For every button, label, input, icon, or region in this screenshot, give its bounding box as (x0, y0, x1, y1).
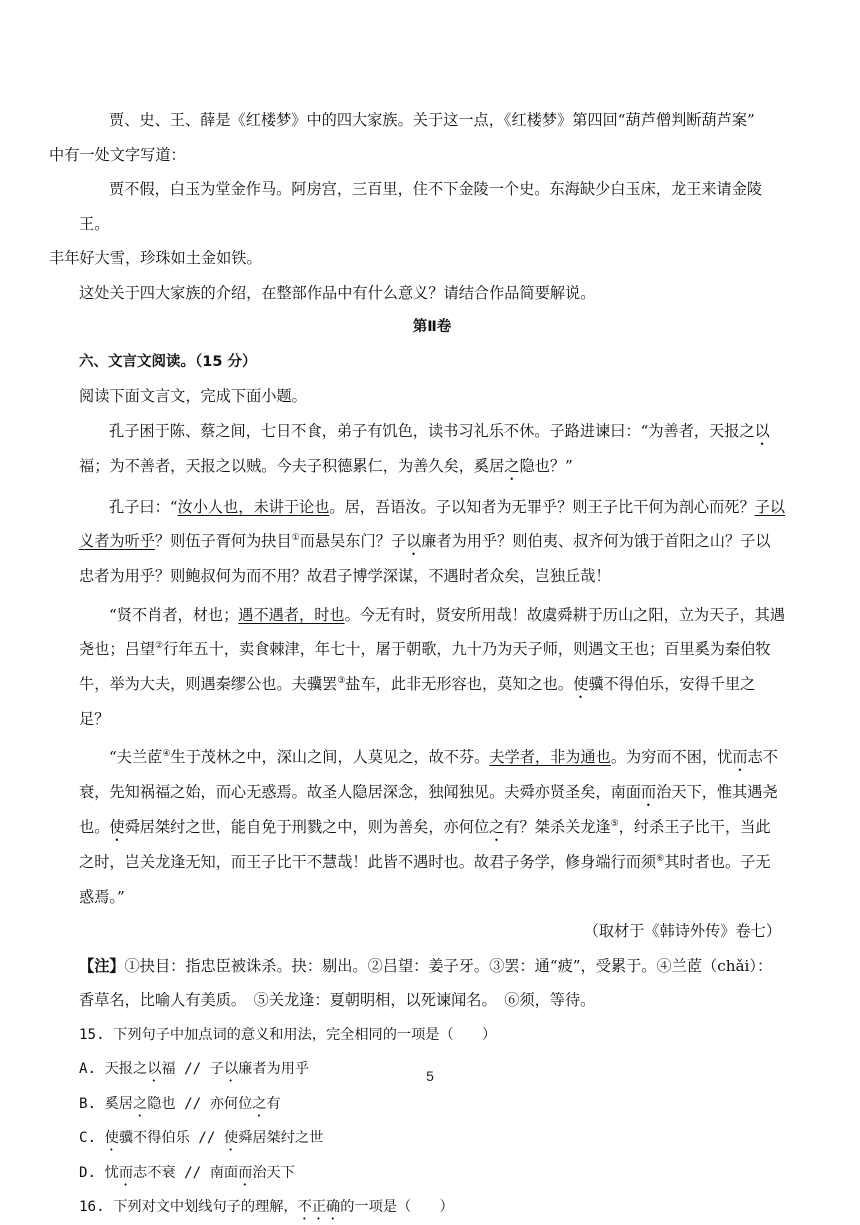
dotted-word: 以 (754, 421, 770, 440)
dotted-word: 之 (252, 1095, 267, 1112)
classical-paragraph-1: 孔子困于陈、蔡之间，七日不食，弟子有饥色，读书习礼乐不休。子路进谏曰：“为善者，天报之以福；为不善者，天报之以贼。今夫子积德累仁，为善久矣，奚居之隐也？” (79, 421, 770, 475)
page-content (49, 103, 786, 1225)
dotted-word: 而 (732, 748, 748, 766)
classical-paragraph-4: “夫兰茝④生于茂林之中，深山之间，人莫见之，故不芬。夫学者，非为通也。为穷而不困，忧而志不衰，先知祸福之始，而心无惑焉。故圣人隐居深念，独闻独见。夫舜亦贤圣矣，南面而治天下，惟其遇尧也。使舜居桀纣之世，能自免于刑戮之中，则为善矣，亦何位之有？桀杀关龙逢⑤，纣杀王子比干，当此之时，岂关龙逢无知，而王子比干不慧哉！此皆不遇时也。故君子务学，修身端行而须⑥其时者也。子无惑焉。” (79, 748, 778, 906)
quote-line: 贾不假，白玉为堂金作马。阿房宫，三百里，住不下金陵一个史。东海缺少白玉床，龙王来请金陵王。 (79, 180, 763, 233)
dotted-word: 之 (504, 456, 520, 475)
notes: 【注】①抉目：指忠臣被诛杀。抉：剔出。②吕望：姜子牙。③罢：通“疲”，受累于。④兰茝（chǎi）： 香草名，比喻人有美质。 ⑤关龙逢：夏朝明相，以死谏闻名。 ⑥须，等待。 (79, 956, 773, 1009)
footnote-marker: ① (291, 532, 300, 543)
dotted-word: 使 (573, 674, 589, 693)
text-line: 贾、史、王、薛是《红楼梦》中的四大家族。关于这一点，《红楼梦》第四回“葫芦僧判断葫芦案” (109, 111, 755, 129)
dotted-word: 使 (109, 818, 125, 836)
footnote-marker: ⑥ (656, 853, 665, 864)
section-heading: 六、文言文阅读。（15 分） (79, 353, 257, 370)
dotted-word: 而 (118, 1164, 134, 1181)
dotted-word: 之 (489, 818, 505, 836)
footnote-marker: ② (154, 640, 164, 651)
section-title: 第Ⅱ卷 (412, 319, 452, 335)
option-a[interactable]: A. 天报之以福 // 子以廉者为用乎 (79, 1061, 310, 1077)
source-citation: （取材于《韩诗外传》卷七） (583, 922, 781, 940)
dotted-word: 而 (238, 1164, 253, 1181)
quote-passage (49, 172, 785, 276)
dotted-word: 而 (640, 783, 657, 801)
underlined-sentence: 夫学者，非为通也 (489, 748, 611, 766)
text-line: 中有一处文字写道： (49, 145, 186, 164)
page-number: 5 (426, 1068, 434, 1084)
question-text: 这处关于四大家族的介绍，在整部作品中有什么意义？请结合作品简要解说。 (79, 283, 596, 302)
instruction-text: 阅读下面文言文，完成下面小题。 (79, 387, 307, 405)
notes-label: 【注】 (79, 956, 125, 975)
quote-line: 丰年好大雪，珍珠如土金如铁。 (49, 249, 262, 267)
dotted-word: 使 (104, 1130, 119, 1146)
underlined-sentence: 遇不遇者，时也 (238, 605, 345, 624)
dotted-word: 不正确 (297, 1199, 341, 1215)
option-c[interactable]: C. 使骥不得伯乐 // 使舜居桀纣之世 (79, 1130, 324, 1146)
question-16-stem: 16. 下列对文中划线句子的理解，不正确的一项是（ ） (79, 1199, 454, 1215)
option-d[interactable]: D. 忧而志不衰 // 南面而治天下 (79, 1164, 295, 1181)
paragraph-four-families (49, 103, 785, 172)
option-b[interactable]: B. 奚居之隐也 // 亦何位之有 (79, 1095, 281, 1112)
classical-paragraph-3: “贤不肖者，材也；遇不遇者，时也。今无有时，贤安所用哉！故虞舜耕于历山之阳，立为天子，其遇尧也；吕望②行年五十，卖食棘津，年七十，屠于朝歌，九十乃为天子师，则遇文王也；百里奚为秦伯牧牛，举为大夫，则遇秦缪公也。夫骥罢③盐车，此非无形容也，莫知之也。使骥不得伯乐，安得千里之足？ (79, 605, 786, 728)
underlined-sentence: 汝小人也，未讲于论也 (177, 497, 330, 516)
dotted-word: 以 (147, 1061, 162, 1077)
dotted-word: 以 (223, 1061, 239, 1077)
footnote-marker: ③ (337, 675, 346, 686)
dotted-word: 使 (223, 1130, 239, 1146)
footnote-marker: ④ (162, 748, 171, 759)
classical-paragraph-2: 孔子曰：“汝小人也，未讲于论也。居，吾语汝。子以知者为无罪乎？则王子比干何为剖心而死？子以义者为听乎？则伍子胥何为抉目①而悬吴东门？子以廉者为用乎？则伯夷、叔齐何为饿于首阳之山？子以忠者为用乎？则鲍叔何为而不用？故君子博学深谋，不遇时者众矣，岂独丘哉！ (79, 497, 786, 585)
footnote-marker: ⑤ (610, 818, 619, 829)
question-15-stem: 15. 下列句子中加点词的意义和用法，完全相同的一项是（ ） (79, 1026, 497, 1043)
dotted-word: 之 (133, 1095, 148, 1112)
dotted-word: 以 (406, 532, 422, 550)
underlined-sentence: 子以义者为听乎 (79, 497, 786, 550)
